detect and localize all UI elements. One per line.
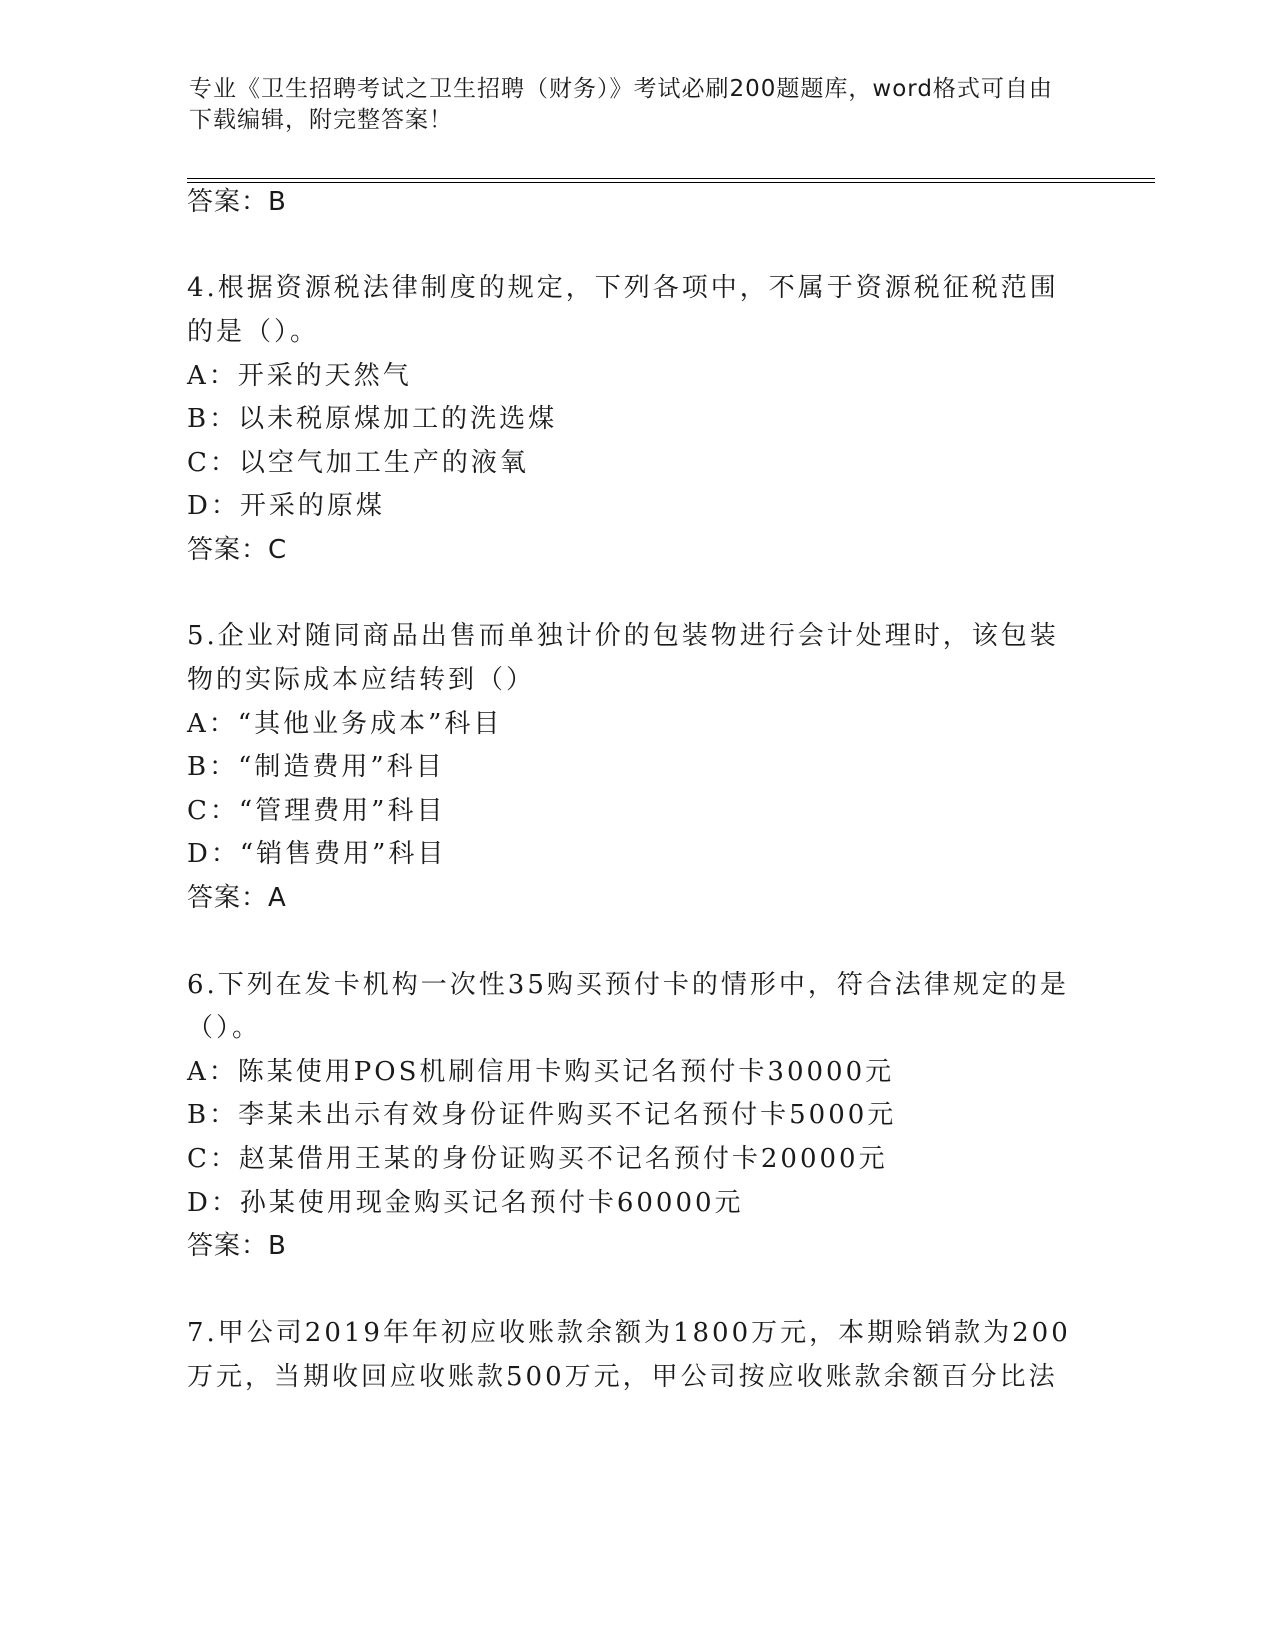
answer-3: 答案：B (187, 187, 287, 217)
answer-6: 答案：B (187, 1231, 287, 1261)
question-6-option-c: C：赵某借用王某的身份证购买不记名预付卡20000元 (187, 1144, 888, 1174)
question-7-line-1: 7.甲公司2019年年初应收账款余额为1800万元，本期赊销款为200 (187, 1318, 1071, 1348)
question-6-line-1: 6.下列在发卡机构一次性35购买预付卡的情形中，符合法律规定的是 (187, 970, 1069, 1000)
question-5-option-c: C：“管理费用”科目 (187, 796, 446, 826)
question-5-option-b: B：“制造费用”科目 (187, 752, 445, 782)
question-4-option-d: D：开采的原煤 (187, 491, 385, 521)
header-rule-bottom (187, 182, 1155, 183)
question-4-option-c: C：以空气加工生产的液氧 (187, 448, 529, 478)
question-5-option-d: D：“销售费用”科目 (187, 839, 447, 869)
question-6-line-2: （）。 (187, 1013, 262, 1043)
question-7-line-2: 万元，当期收回应收账款500万元，甲公司按应收账款余额百分比法 (187, 1362, 1058, 1392)
question-5-line-2: 物的实际成本应结转到（） (187, 665, 536, 695)
question-6-option-b: B：李某未出示有效身份证件购买不记名预付卡5000元 (187, 1100, 897, 1130)
answer-4: 答案：C (187, 535, 288, 565)
question-5-line-1: 5.企业对随同商品出售而单独计价的包装物进行会计处理时，该包装 (187, 621, 1059, 651)
question-6-option-d: D：孙某使用现金购买记名预付卡60000元 (187, 1188, 744, 1218)
question-4-option-a: A：开采的天然气 (187, 361, 412, 391)
document-header: 专业《卫生招聘考试之卫生招聘（财务）》考试必刷200题题库，word格式可自由下载编辑，附完整答案！ (189, 76, 1053, 133)
header-rule-top (187, 178, 1155, 179)
question-4-option-b: B：以未税原煤加工的洗选煤 (187, 404, 558, 434)
question-6-option-a: A：陈某使用POS机刷信用卡购买记名预付卡30000元 (187, 1057, 895, 1087)
question-5-option-a: A：“其他业务成本”科目 (187, 709, 503, 739)
question-4-line-2: 的是（）。 (187, 317, 320, 347)
question-4-line-1: 4.根据资源税法律制度的规定，下列各项中，不属于资源税征税范围 (187, 273, 1059, 303)
answer-5: 答案：A (187, 883, 287, 913)
